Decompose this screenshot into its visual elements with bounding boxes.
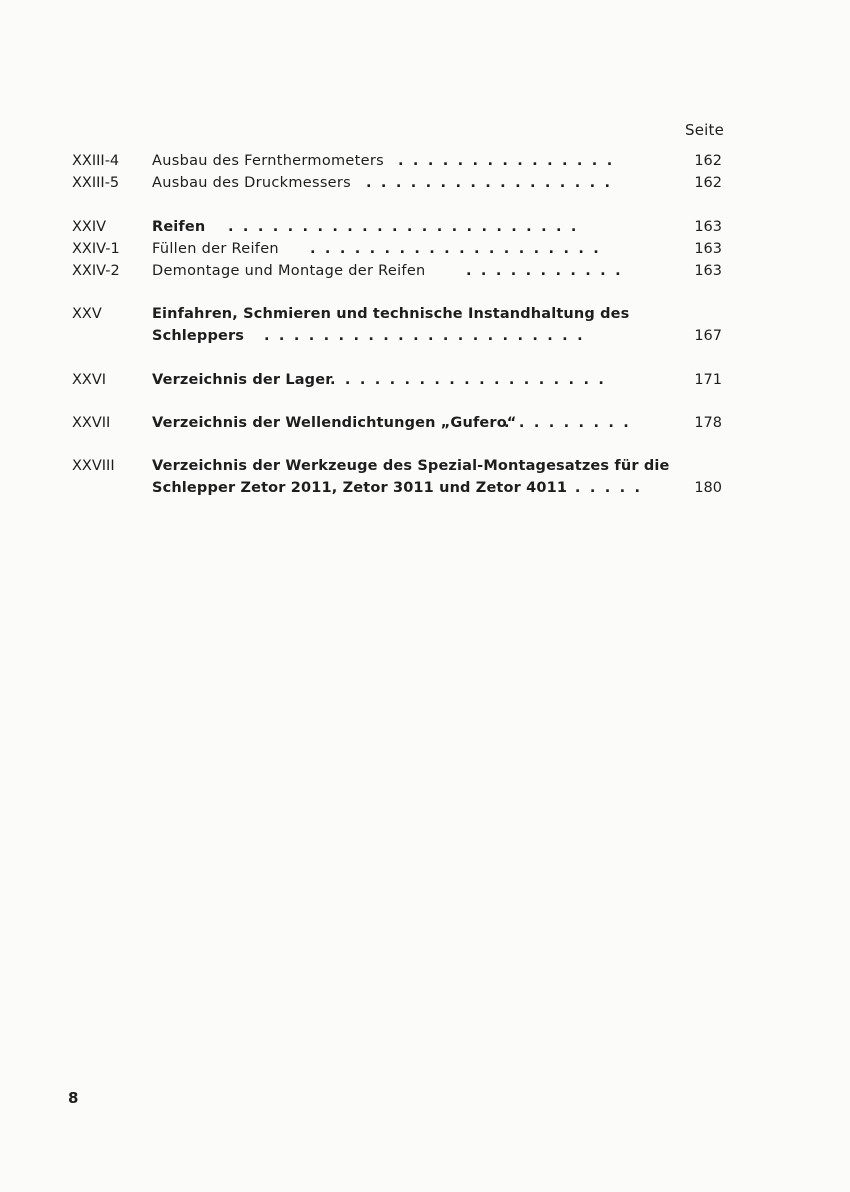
- toc-entry: [0, 455, 850, 477]
- toc-entry-page: 163: [694, 263, 722, 279]
- toc-entry-number: XXIII-5: [72, 175, 120, 191]
- toc-entry-page: 163: [694, 219, 722, 235]
- toc-entry-page: 171: [694, 372, 722, 388]
- dot-leader: ......................: [264, 328, 592, 344]
- toc-entry-page: 167: [694, 328, 722, 344]
- dot-leader: ....................: [310, 241, 609, 257]
- toc-entry: [0, 216, 850, 238]
- toc-entry-title: Verzeichnis der Wellendichtungen „Gufero“: [152, 415, 517, 431]
- toc-entry-continuation: [0, 477, 850, 499]
- dot-leader: .........: [504, 415, 639, 431]
- toc-entry: [0, 412, 850, 434]
- toc-entry-number: XXIV-1: [72, 241, 120, 257]
- dot-leader: ......: [560, 480, 650, 496]
- toc-entry-title-line1: Einfahren, Schmieren und technische Instandhaltung des: [152, 306, 630, 322]
- toc-entry-number: XXVIII: [72, 458, 115, 474]
- toc-entry-number: XXIV-2: [72, 263, 120, 279]
- toc-entry: [0, 238, 850, 260]
- toc-entry-title: Demontage und Montage der Reifen: [152, 263, 426, 279]
- dot-leader: ........................: [228, 219, 586, 235]
- toc-entry-number: XXIII-4: [72, 153, 120, 169]
- toc-entry-title: Verzeichnis der Lager: [152, 372, 333, 388]
- toc-entry-title: Ausbau des Druckmessers: [152, 175, 352, 191]
- toc-entry-continuation: [0, 325, 850, 347]
- dot-leader: ...............: [398, 153, 622, 169]
- toc-entry-title: Füllen der Reifen: [152, 241, 279, 257]
- toc-entry-title-line1: Verzeichnis der Werkzeuge des Spezial-Montagesatzes für die: [152, 458, 670, 474]
- toc-entry-title: Ausbau des Fernthermometers: [152, 153, 384, 169]
- dot-leader: ...................: [330, 372, 614, 388]
- toc-entry-title-line2: Schlepper Zetor 2011, Zetor 3011 und Zetor 4011: [152, 480, 568, 496]
- toc-entry-page: 162: [694, 153, 722, 169]
- toc-entry-number: XXV: [72, 306, 102, 322]
- toc-entry-page: 163: [694, 241, 722, 257]
- toc-entry-title-line2: Schleppers: [152, 328, 245, 344]
- toc-entry: [0, 172, 850, 194]
- toc-entry-number: XXIV: [72, 219, 107, 235]
- toc-entry-page: 180: [694, 480, 722, 496]
- toc-entry-page: 162: [694, 175, 722, 191]
- toc-entry: [0, 260, 850, 282]
- toc-entry: [0, 303, 850, 325]
- dot-leader: ...........: [466, 263, 630, 279]
- page-column-header: Seite: [685, 121, 725, 139]
- toc-entry: [0, 369, 850, 391]
- dot-leader: .................: [366, 175, 620, 191]
- toc-entry-page: 178: [694, 415, 722, 431]
- page-number: 8: [68, 1089, 79, 1107]
- toc-entry: [0, 150, 850, 172]
- toc-entry-number: XXVII: [72, 415, 111, 431]
- toc-entry-number: XXVI: [72, 372, 107, 388]
- toc-entry-title: Reifen: [152, 219, 206, 235]
